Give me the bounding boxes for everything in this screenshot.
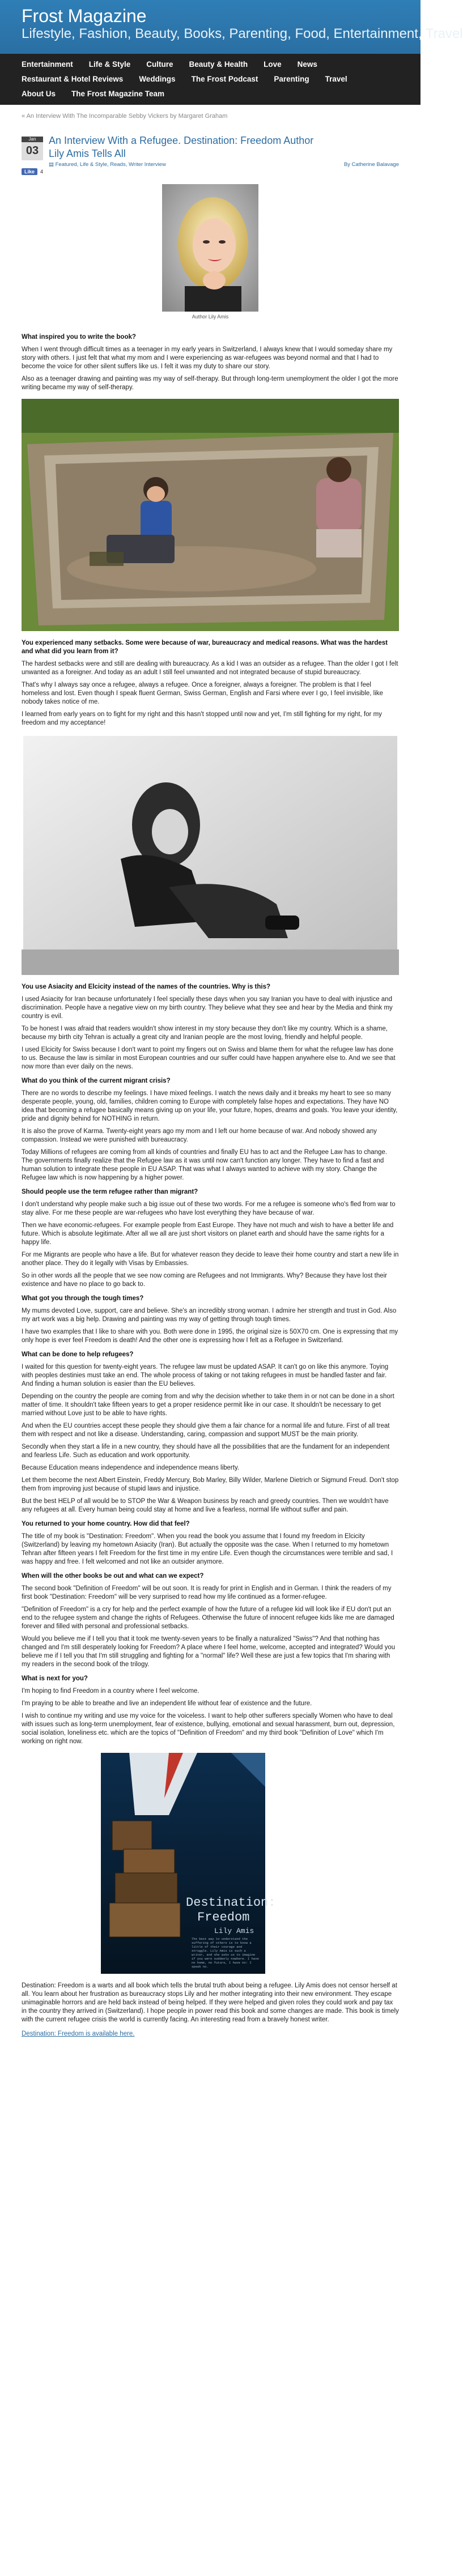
interview-answer: I used Asiacity for Iran because unfortunately I feel specially these days when you say Iranian you have to deal with injustice and discrimination. People have a negative view on my birth country. They believe what they see and hear by the Media and think my country is evil. (22, 996, 393, 1020)
cover-title-line-2: Freedom (197, 1910, 250, 1924)
post-categories[interactable] (49, 161, 166, 168)
post-title[interactable]: An Interview With a Refugee. Destination: Freedom Author Lily Amis Tells All (49, 135, 314, 159)
interview-answer: "Definition of Freedom" is a cry for help and the perfect example of how the future of a refugee kid will look like if EU don't put an end to the refugee system and change the rights of Refugees. Otherwise the future of innocent refugee kids like me are damaged forever and filled with personal and professional setbacks. (22, 1606, 394, 1630)
post-categories-text[interactable]: Featured, Life & Style, Reads, Writer Interview (55, 161, 166, 168)
site-title[interactable]: Frost Magazine (22, 6, 147, 26)
interview-answer: But the best HELP of all would be to STOP the War & Weapon business by reach and greedy countries. Then we wouldn't have any refugees at all. Every human being could stay at home and live a fearless, normal life without suffer and pain. (22, 1498, 389, 1513)
interview-answer: Let them become the next Albert Einstein, Freddy Mercury, Bob Marley, Billy Wilder, Marlene Dietrich or Sigmund Freud. Don't stop them from improving just because of stupid laws and injustice. (22, 1477, 399, 1492)
interview-answer: To be honest I was afraid that readers wouldn't show interest in my story because they don't like my country. Which is a shame, because my birth city Tehran is actually a great city and Iranian people are the most loving, friendly and helpful people. (22, 1025, 388, 1041)
interview-answer: I'm hoping to find Freedom in a country where I feel welcome. (22, 1688, 199, 1694)
nav-item-news[interactable]: News (297, 60, 317, 69)
interview-answer: I have two examples that I like to share with you. Both were done in 1995, the original size is 50X70 cm. One is expressing that my only hope is ever feel Freedom is death! And the other one is expressing how I felt as a Refugee in Switzerland. (22, 1329, 398, 1344)
interview-answer: I don't understand why people make such a big issue out of these two words. For me a refugee is someone who's fled from war to stay alive. For me these people are war-refugees who have lost everything they have because of war. (22, 1201, 396, 1216)
interview-answer: I learned from early years on to fight for my right and this hasn't stopped until now and yet, I'm still fighting for my right, for my freedom and my acceptance! (22, 711, 382, 726)
interview-answer: The hardest setbacks were and still are dealing with bureaucracy. As a kid I was an outsider as a refugee. Than the older I got I felt unwanted as a foreigner. And today as an adult I still feel unwanted and not integrated because of stupid bureaucracy. (22, 661, 398, 676)
photo-author-sitting (22, 734, 399, 975)
like-widget[interactable] (22, 168, 43, 175)
interview-answer: I used Elcicity for Swiss because I don't want to point my fingers out on Swiss and blame them for what the refugee law has done to us. Because the law is similar in most European countries and our suffer could have happen anywhere else to. And we see that now more than ever daily on the news. (22, 1046, 396, 1070)
interview-answer: Secondly when they start a life in a new country, they should have all the possibilities that are the fundament for an independent and fearless Life. Such as education and work opportunity. (22, 1444, 390, 1459)
interview-question: What inspired you to write the book? (22, 334, 136, 340)
interview-answer: I waited for this question for twenty-eight years. The refugee law must be updated ASAP. It can't go on like this anymore. Toying with peoples destinies must take an end. The whole process of taking or not taking refugees in must be handled faster and fair. And finding a human solution is easier than the EU believes. (22, 1364, 389, 1387)
post-body (22, 333, 399, 2024)
nav-item-weddings[interactable]: Weddings (139, 75, 176, 83)
nav-item-about-us[interactable]: About Us (22, 90, 56, 98)
post-header (22, 134, 399, 178)
nav-item-love[interactable]: Love (264, 60, 282, 69)
interview-question: You experienced many setbacks. Some were because of war, bureaucracy and medical reasons. What was the hardest and what did you learn from it? (22, 640, 388, 655)
interview-answer: For me Migrants are people who have a life. But for whatever reason they decide to leave their home country and start a new life in another place. They do it legally with Visas by Embassies. (22, 1251, 399, 1267)
interview-question: What can be done to help refugees? (22, 1351, 134, 1358)
author-photo-figure (22, 184, 399, 320)
nav-item-entertainment[interactable]: Entertainment (22, 60, 73, 69)
interview-question: You use Asiacity and Elcicity instead of the names of the countries. Why is this? (22, 983, 271, 990)
interview-answer: And when the EU countries accept these people they should give them a fair chance for a normal life and future. First of all treat them with respect and not like a disease. Understanding, caring, compassion and support MUST be the main priority. (22, 1423, 390, 1438)
nav-item-life-style[interactable]: Life & Style (88, 60, 131, 69)
site-header (0, 0, 463, 54)
nav-item-beauty-health[interactable]: Beauty & Health (189, 60, 248, 69)
interview-answer: Also as a teenager drawing and painting was my way of self-therapy. But through long-term unemployment the older I got the more writing became my way of self-therapy. (22, 376, 398, 391)
like-button[interactable]: Like (22, 168, 37, 175)
interview-answer: Would you believe me if I tell you that it took me twenty-seven years to be finally a naturalized "Swiss"? And that nothing has changed and I'm still desperately looking for Freedom? A place where I feel home, welcome, accepted and integrated? Would you believe me if I tell you that I'm still struggling and fighting for a "normal" life? Well these are just a few topics that I'm sharing with my readers in the second book of the trilogy. (22, 1636, 396, 1668)
interview-answer: It is also the prove of Karma. Twenty-eight years ago my mom and I left our home because of war. And nobody showed any compassion. Instead we were punished with bureaucracy. (22, 1128, 377, 1143)
photo-children-sandbox (22, 399, 399, 631)
breadcrumb-link[interactable]: « An Interview With The Incomparable Sebby Vickers by Margaret Graham (22, 113, 228, 120)
post-day: 03 (26, 144, 39, 157)
interview-answer: That's why I always say once a refugee, always a refugee. Once a foreigner, always a foreigner. The problem is that I feel homeless and lost. Even though I speak fluent German, Swiss German, English and Farsi where ever I go, I feel invisible, like nobody takes notice of me. (22, 682, 383, 705)
breadcrumb[interactable] (0, 105, 420, 134)
book-availability-link[interactable]: Destination: Freedom is available here. (22, 2030, 135, 2037)
interview-question: What is next for you? (22, 1675, 88, 1682)
interview-question: When will the other books be out and what can we expect? (22, 1573, 204, 1579)
post (0, 134, 420, 2038)
nav-item-culture[interactable]: Culture (146, 60, 173, 69)
cover-author: Lily Amis (214, 1927, 254, 1935)
interview-answer: Then we have economic-refugees. For example people from East Europe. They have not much and wish to have a better life and future. Which is absolute legitimate. After all we all are just short visitors on planet earth and should have the same rights for a happy life. (22, 1222, 394, 1246)
interview-answer: The second book "Definition of Freedom" will be out soon. It is ready for print in English and in German. I think the readers of my first book "Destination: Freedom" will be very surprised to read how my life continued as a former-refugee. (22, 1585, 392, 1600)
like-count: 4 (40, 169, 44, 174)
nav-item-restaurant-hotel-reviews[interactable]: Restaurant & Hotel Reviews (22, 75, 124, 83)
interview-answer: Depending on the country the people are coming from and why the decision whether to take them in or not can be done in a short matter of time. It shouldn't take fifteen years to get a proper residence permit like in our case. It shouldn't be necessary to get married without Love just to be able to have rights. (22, 1393, 394, 1417)
interview-answer: When I went through difficult times as a teenager in my early years in Switzerland, I always knew that I would someday share my story with others. I just felt that what my mom and I were experiencing as war-refugees was beyond normal and that I had to become the voice for other silent suffers like us. I felt it was my duty to share our story. (22, 346, 393, 370)
interview-answer: I'm praying to be able to breathe and live an independent life without fear of existence and the future. (22, 1700, 312, 1707)
interview-question: What do you think of the current migrant crisis? (22, 1078, 171, 1084)
nav-item-the-frost-magazine-team[interactable]: The Frost Magazine Team (71, 90, 165, 98)
folder-icon: ▤ (49, 161, 54, 168)
interview-question: You returned to your home country. How did that feel? (22, 1521, 190, 1527)
post-date-badge (22, 137, 43, 160)
cover-blurb: The best way to understand the suffering of others is to know a little of their courage and struggle. Lily Amis is such a writer, and she asks us to imagine if you were suddenly nowhere. I have no home, no future, I have no: I speak no. (192, 1937, 259, 1969)
book-cover-destination-freedom (101, 1753, 276, 1974)
post-author[interactable]: By Catherine Balavage (343, 161, 399, 168)
nav-item-travel[interactable]: Travel (325, 75, 347, 83)
interview-answer: My mums devoted Love, support, care and believe. She's an incredibly strong woman. I admire her strength and trust in God. Also my art work was a big help. Drawing and painting was my way of getting through tough times. (22, 1308, 397, 1323)
nav-item-the-frost-podcast[interactable]: The Frost Podcast (191, 75, 258, 83)
site-subtitle: Lifestyle, Fashion, Beauty, Books, Parenting, Food, Entertainment, Travel (22, 26, 463, 41)
cover-title-line-1: Destination: (186, 1896, 276, 1910)
interview-answer: Today Millions of refugees are coming from all kinds of countries and finally EU has to act and the Refugee Law has to change. The governments finally realize that the Refugee law as it was until now can't function any longer. They have to find a fast and human solution to integrate these people in EU ASAP. That was what I always wanted to achieve with my story. Change the Refugee law which is now happening by a higher power. (22, 1149, 387, 1181)
interview-answer: There are no words to describe my feelings. I have mixed feelings. I watch the news daily and it breaks my heart to see so many desperate people, young, old, families, children coming to Europe with completely false hopes and expectations. They have NO idea that becoming a refugee basically means giving up on your life, your future, hopes, dreams and goals. You leave your identity, pride and dignity behind for NOTHING in return. (22, 1090, 398, 1122)
interview-answer: So in other words all the people that we see now coming are Refugees and not Immigrants. Why? Because they have lost their existence and have no place to go back to. (22, 1272, 387, 1288)
photo-caption: Author Lily Amis (192, 314, 229, 320)
interview-question: What got you through the tough times? (22, 1295, 144, 1302)
interview-answer: The title of my book is "Destination: Freedom". When you read the book you assume that I found my freedom in Elcicity (Switzerland) by leaving my hometown Asiacity (Iran). But actually the opposite was the case. When I returned to my hometown Tehran after fifteen years I felt Freedom for the first time in my entire Life. Even though the circumstances were terrible and sad, I was happy and free. I felt welcomed and not like an outsider anymore. (22, 1533, 393, 1565)
interview-answer: Destination: Freedom is a warts and all book which tells the brutal truth about being a refugee. Lily Amis does not censor herself at all. You learn about her frustration as bureaucracy stops Lily and her mother integrating into their new environment. They escape unimaginable horrors and are held back instead of being helped. If they were helped and given roles they could work and pay tax in the country they arrived in (Switzerland). I hope people in power read this book and some changes are made. This book is timely with the current refugee crisis the world is currently facing. An interesting read from a bravely honest writer. (22, 1982, 399, 2023)
author-photo (162, 184, 258, 312)
interview-answer: Because Education means independence and independence means liberty. (22, 1464, 240, 1471)
interview-question: Should people use the term refugee rather than migrant? (22, 1189, 198, 1195)
interview-answer: I wish to continue my writing and use my voice for the voiceless. I want to help other sufferers specially Women who have to deal with issues such as long-term unemployment, fear of existence, bullying, emotional and sexual harassment, burn out, depression, social isolation, loneliness etc. which are the topics of "Definition of Freedom" and my third book "Definition of Love" which I'm working on right now. (22, 1713, 395, 1745)
main-nav (0, 54, 420, 105)
post-month: Jan (22, 137, 43, 142)
nav-item-parenting[interactable]: Parenting (274, 75, 309, 83)
